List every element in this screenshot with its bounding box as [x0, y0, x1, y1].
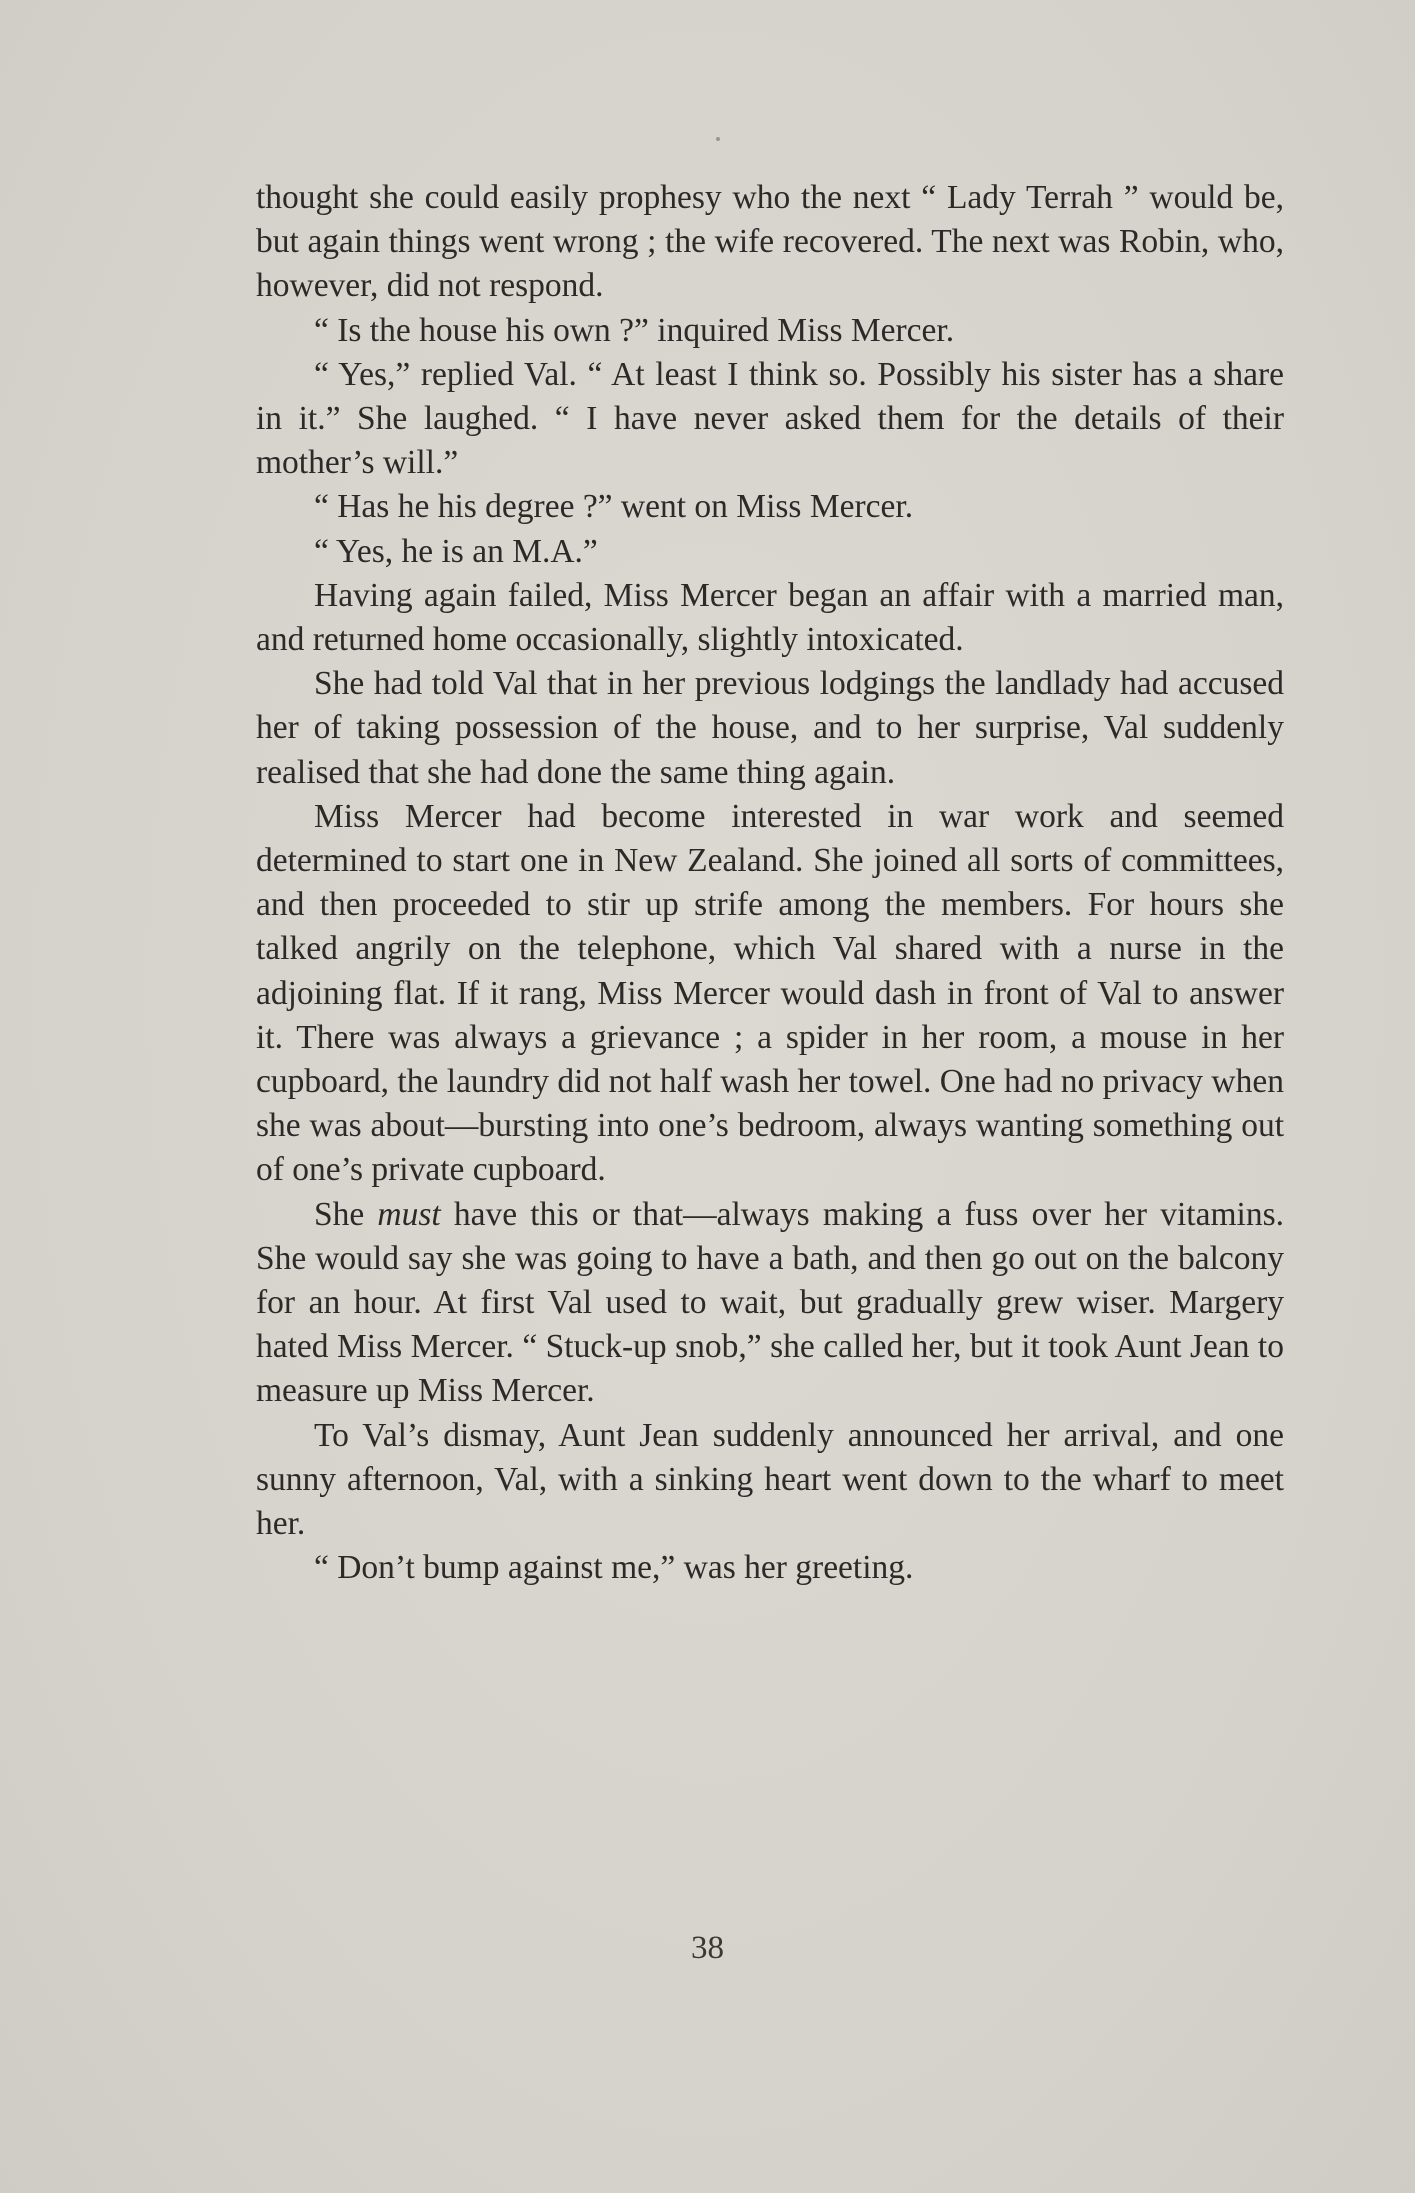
paragraph-7: She had told Val that in her previous lodgings the landlady had accused her of taking possession of the house, and to her surprise, Val suddenly realised that she had done the same thing again. — [256, 665, 1284, 791]
paragraph-9-rest: have this or that—always making a fuss over her vitamins. She would say she was going to have a bath, and then go out on the balcony for an hour. At first Val used to wait, but gradually grew wiser. Margery hated Miss Mercer. “ Stuck-up snob,” she called her, but it took Aunt Jean to measure up Miss Mercer. — [256, 1195, 1285, 1410]
paragraph-2: “ Is the house his own ?” inquired Miss Mercer. — [314, 311, 955, 349]
paragraph-11: “ Don’t bump against me,” was her greeting. — [314, 1549, 914, 1587]
paragraph-5: “ Yes, he is an M.A.” — [314, 532, 598, 570]
paragraph-6: Having again failed, Miss Mercer began an affair with a married man, and returned home occasionally, slightly intoxicated. — [256, 576, 1284, 659]
body-text — [256, 176, 1284, 1591]
paragraph-9-start: She — [314, 1195, 378, 1233]
paper-speck — [716, 137, 720, 141]
paragraph-9 — [256, 1193, 1284, 1414]
paragraph-8: Miss Mercer had become interested in war work and seemed determined to start one in New Zealand. She joined all sorts of committees, and then proceeded to stir up strife among the members. For hours she talked angrily on the telephone, which Val shared with a nurse in the adjoining flat. If it rang, Miss Mercer would dash in front of Val to answer it. There was always a grievance ; a spider in her room, a mouse in her cupboard, the laundry did not half wash her towel. One had no privacy when she was about—bursting into one’s bedroom, always wanting something out of one’s private cupboard. — [256, 797, 1284, 1189]
paragraph-10: To Val’s dismay, Aunt Jean suddenly announced her arrival, and one sunny afternoon, Val, with a sinking heart went down to the wharf to meet her. — [256, 1416, 1284, 1543]
paragraph-3: “ Yes,” replied Val. “ At least I think so. Possibly his sister has a share in it.” She laughed. “ I have never asked them for the details of their mother’s will.” — [256, 355, 1284, 482]
emphasis-must: must — [377, 1195, 441, 1233]
page-number: 38 — [691, 1930, 724, 1966]
paragraph-1: thought she could easily prophesy who the next “ Lady Terrah ” would be, but again things went wrong ; the wife recovered. The next was Robin, who, however, did not respond. — [256, 179, 1284, 305]
paragraph-4: “ Has he his degree ?” went on Miss Mercer. — [314, 488, 914, 526]
